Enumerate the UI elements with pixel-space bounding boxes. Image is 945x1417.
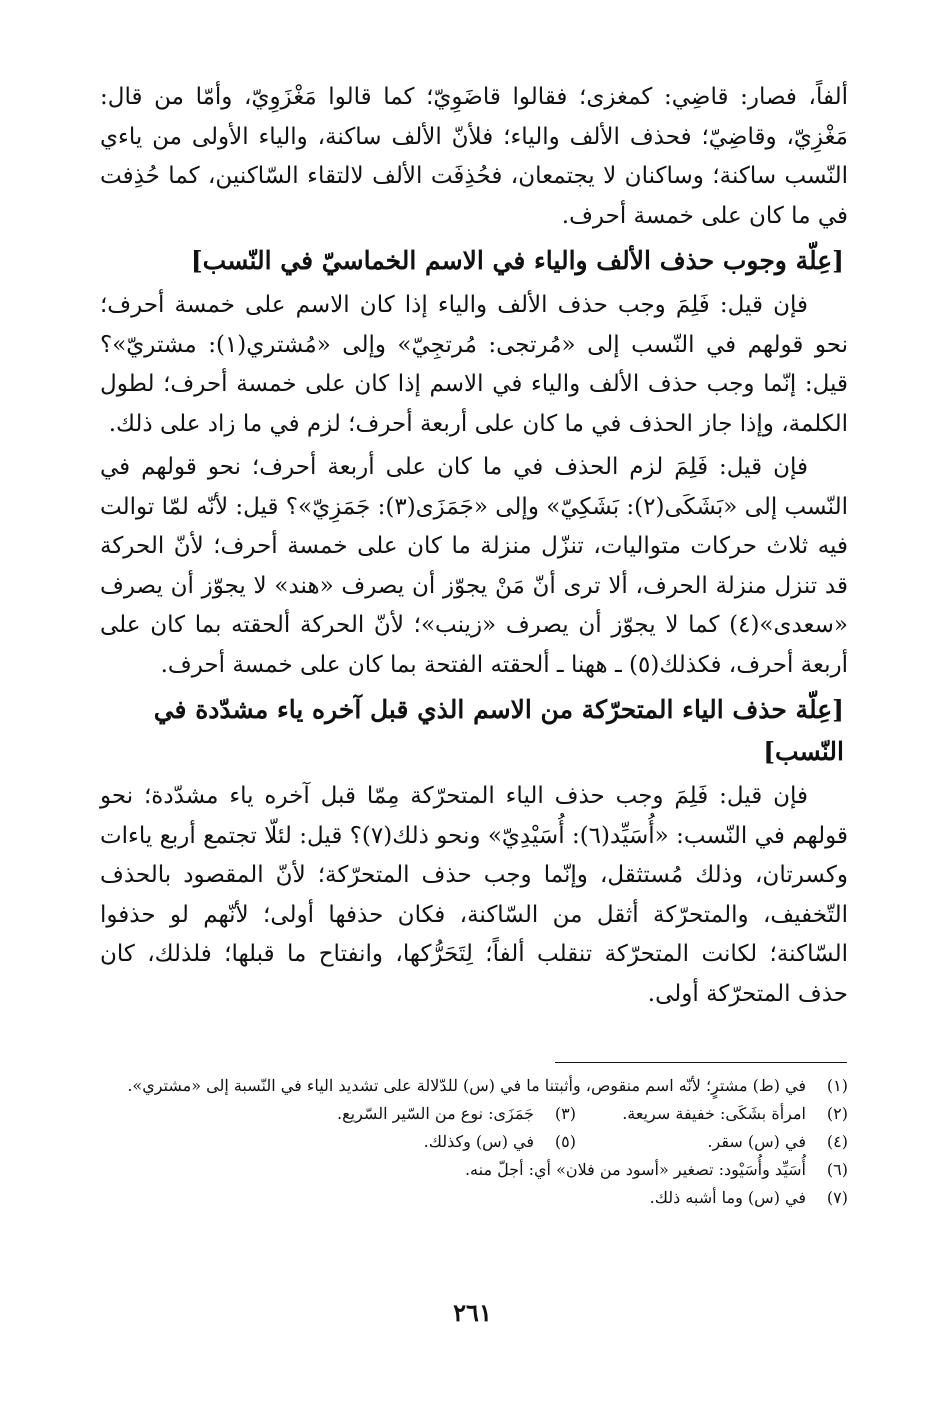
- footnote-1: [100, 1072, 848, 1100]
- footnote-number: (٤): [826, 1132, 848, 1151]
- page-number: ٢٦١: [453, 1298, 492, 1327]
- footnote-6: [100, 1156, 848, 1184]
- footnote-number: (٣): [554, 1104, 576, 1123]
- footnote-text: في (س) وما أشبه ذلك.: [649, 1188, 806, 1207]
- footnote-text: في (س) وكذلك.: [423, 1132, 534, 1151]
- footnote-2: [576, 1100, 848, 1128]
- footnote-number: (٥): [554, 1132, 576, 1151]
- footnote-row-4-5: [100, 1128, 848, 1156]
- section-heading-2: [عِلّة حذف الياء المتحرّكة من الاسم الذي قبل آخره ياء مشدّدة في النّسب]: [153, 695, 844, 766]
- footnote-divider: [555, 1062, 847, 1063]
- footnote-number: (٦): [826, 1160, 848, 1179]
- footnote-3: [276, 1100, 576, 1128]
- paragraph-1: ألفاً، فصار: قاضِي: كمغزى؛ فقالوا قاضَوِيّ؛ كما قالوا مَغْزَوِيّ، وأمّا من قال: مَغْزِيّ، وقاضِيّ؛ فحذف الألف والياء؛ فلأنّ الألف ساكنة، والياء الأولى من ياءي النّسب ساكنة؛ وساكنان لا يجتمعان، فحُذِفَت الألف لالتقاء السّاكنين، كما حُذِفت في ما كان على خمسة أحرف.: [100, 84, 848, 229]
- section-heading-1: [عِلّة وجوب حذف الألف والياء في الاسم الخماسيّ في النّسب]: [190, 246, 844, 275]
- paragraph-4: فإن قيل: فَلِمَ وجب حذف الياء المتحرّكة مِمّا قبل آخره ياء مشدّدة؛ نحو قولهم في النّسب: «أُسَيِّد(٦): أُسَيْدِيّ» ونحو ذلك(٧)؟ قيل: لئلّا تجتمع أربع ياءات وكسرتان، وذلك مُستثقل، وإنّما وجب حذف المتحرّكة؛ لأنّ المقصود بالحذف التّخفيف، والمتحرّكة أثقل من السّاكنة، فكان حذفها أولى؛ لأنّهم لو حذفوا السّاكنة؛ لكانت المتحرّكة تنقلب ألفاً؛ لِتَحَرُّكها، وانفتاح ما قبلها؛ فلذلك، كان حذف المتحرّكة أولى.: [100, 783, 848, 1007]
- footnote-7: [100, 1184, 848, 1212]
- footnote-row-2-3: [100, 1100, 848, 1128]
- paragraph-3: فإن قيل: فَلِمَ لزم الحذف في ما كان على أربعة أحرف؛ نحو قولهم في النّسب إلى «بَشَكَى(٢): بَشَكِيّ» وإلى «جَمَزَى(٣): جَمَزِيّ»؟ قيل: لأنّه لمّا توالت فيه ثلاث حركات متواليات، تنزّل منزلة ما كان على خمسة أحرف؛ لأنّ الحركة قد تنزل منزلة الحرف، ألا ترى أنّ مَنْ يجوّز أن يصرف «هند» لا يجوّز أن يصرف «سعدى»(٤) كما لا يجوّز أن يصرف «زينب»؛ لأنّ الحركة ألحقته بما كان على أربعة أحرف، فكذلك(٥) ـ ههنا ـ ألحقته الفتحة بما كان على خمسة أحرف.: [100, 454, 848, 678]
- footnote-text: جَمَزَى: نوع من السّير السّريع.: [337, 1104, 534, 1123]
- footnote-text: امرأة بشَكَى: خفيفة سريعة.: [622, 1104, 806, 1123]
- footnote-number: (٢): [826, 1104, 848, 1123]
- footnote-number: (٧): [826, 1188, 848, 1207]
- footnote-text: أُسَيِّد وأُسَيْود: تصغير «أسود من فلان» أي: أجلّ منه.: [464, 1160, 806, 1179]
- footnote-number: (١): [826, 1076, 848, 1095]
- paragraph-2: فإن قيل: فَلِمَ وجب حذف الألف والياء إذا كان الاسم على خمسة أحرف؛ نحو قولهم في النّسب إلى «مُرتجى: مُرتجِيّ» وإلى «مُشتري(١): مشتريّ»؟ قيل: إنّما وجب حذف الألف والياء في الاسم إذا كان على خمسة أحرف؛ لطول الكلمة، وإذا جاز الحذف في ما كان على أربعة أحرف؛ لزم في ما زاد على ذلك.: [100, 292, 848, 437]
- footnote-text: في (س) سقر.: [707, 1132, 806, 1151]
- footnote-5: [276, 1128, 576, 1156]
- footnotes: [100, 1072, 848, 1212]
- main-text: [100, 78, 848, 1018]
- footnote-text: في (ط) مشترٍ؛ لأنّه اسم منقوص، وأثبتنا ما في (س) للدّلالة على تشديد الياء في النّسبة إلى «مشتري».: [127, 1076, 806, 1095]
- footnote-4: [576, 1128, 848, 1156]
